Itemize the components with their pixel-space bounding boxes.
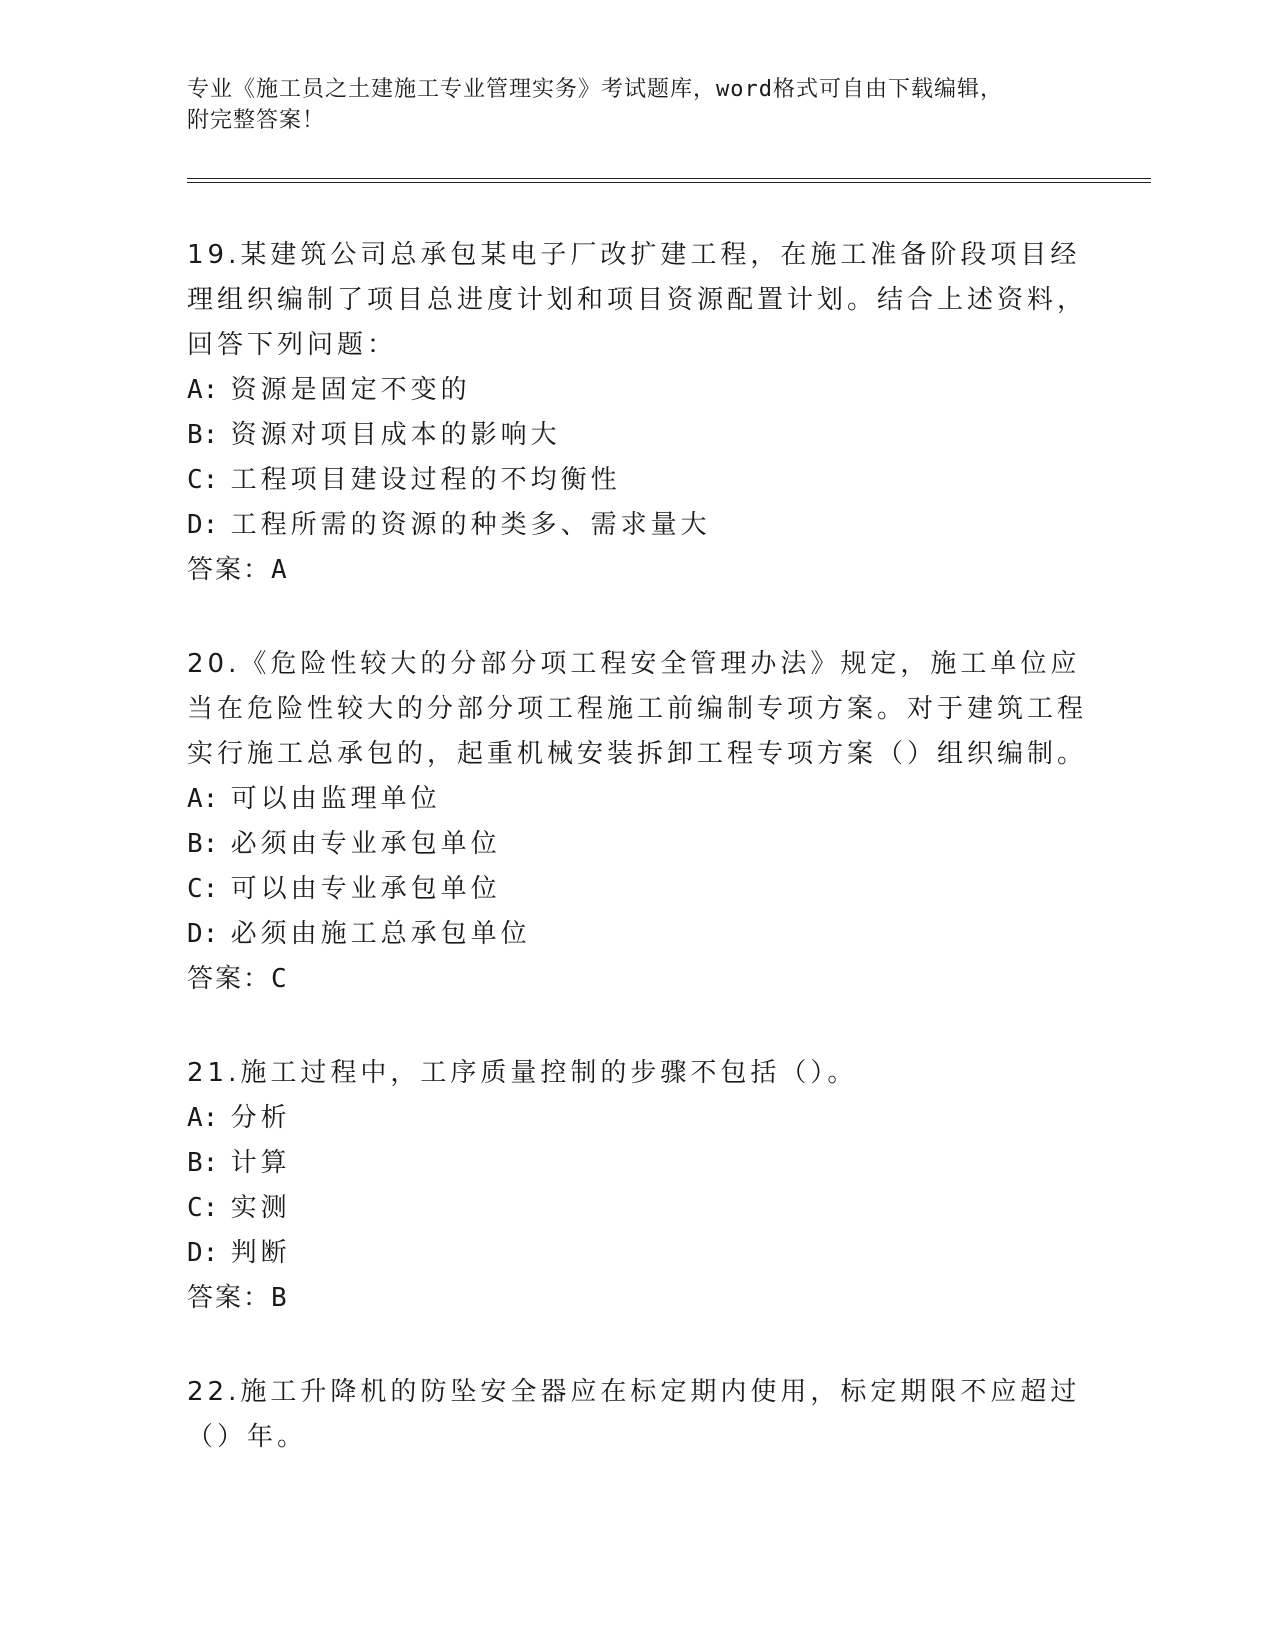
option-d xyxy=(187,503,1087,548)
question-20 xyxy=(187,642,1087,1002)
answer-value: A xyxy=(271,555,289,585)
question-22 xyxy=(187,1370,1087,1460)
option-letter: B: xyxy=(187,1148,219,1178)
option-text: 必须由专业承包单位 xyxy=(230,829,501,859)
option-text: 资源是固定不变的 xyxy=(230,375,471,405)
option-a xyxy=(187,777,1087,822)
option-c xyxy=(187,458,1087,503)
option-c xyxy=(187,1186,1087,1231)
option-d xyxy=(187,1231,1087,1276)
option-b xyxy=(187,1141,1087,1186)
answer-line xyxy=(187,1276,1087,1321)
answer-label: 答案： xyxy=(187,964,272,994)
option-text: 实测 xyxy=(230,1193,291,1223)
header-divider-bottom xyxy=(187,182,1151,183)
option-letter: C: xyxy=(187,874,219,904)
question-stem: 21.施工过程中，工序质量控制的步骤不包括（）。 xyxy=(187,1058,858,1088)
option-text: 可以由监理单位 xyxy=(230,784,441,814)
option-letter: D: xyxy=(187,510,219,540)
option-text: 必须由施工总承包单位 xyxy=(230,919,531,949)
option-letter: A: xyxy=(187,375,219,405)
option-text: 可以由专业承包单位 xyxy=(230,874,501,904)
option-d xyxy=(187,912,1087,957)
option-text: 资源对项目成本的影响大 xyxy=(230,420,561,450)
document-header xyxy=(187,74,1087,136)
option-c xyxy=(187,867,1087,912)
option-letter: D: xyxy=(187,919,219,949)
option-a xyxy=(187,368,1087,413)
question-stem: 20.《危险性较大的分部分项工程安全管理办法》规定，施工单位应当在危险性较大的分部分项工程施工前编制专项方案。对于建筑工程实行施工总承包的，起重机械安装拆卸工程专项方案（）组织编制。 xyxy=(187,649,1088,769)
option-text: 计算 xyxy=(230,1148,291,1178)
option-letter: C: xyxy=(187,465,219,495)
option-letter: C: xyxy=(187,1193,219,1223)
option-text: 分析 xyxy=(230,1103,291,1133)
option-letter: A: xyxy=(187,1103,219,1133)
answer-line xyxy=(187,548,1087,593)
option-letter: B: xyxy=(187,420,219,450)
option-a xyxy=(187,1096,1087,1141)
option-text: 工程项目建设过程的不均衡性 xyxy=(230,465,621,495)
option-letter: A: xyxy=(187,784,219,814)
option-b xyxy=(187,822,1087,867)
option-text: 工程所需的资源的种类多、需求量大 xyxy=(230,510,711,540)
header-line-2: 附完整答案！ xyxy=(187,108,326,133)
header-divider-top xyxy=(187,178,1151,179)
question-21 xyxy=(187,1051,1087,1321)
answer-value: B xyxy=(271,1283,289,1313)
answer-label: 答案： xyxy=(187,555,272,585)
option-b xyxy=(187,413,1087,458)
option-letter: D: xyxy=(187,1238,219,1268)
answer-line xyxy=(187,957,1087,1002)
answer-value: C xyxy=(271,964,289,994)
header-line-1: 专业《施工员之土建施工专业管理实务》考试题库，word格式可自由下载编辑， xyxy=(187,77,1003,102)
option-text: 判断 xyxy=(230,1238,291,1268)
question-19 xyxy=(187,233,1087,593)
answer-label: 答案： xyxy=(187,1283,272,1313)
option-letter: B: xyxy=(187,829,219,859)
question-stem: 19.某建筑公司总承包某电子厂改扩建工程，在施工准备阶段项目经理组织编制了项目总进度计划和项目资源配置计划。结合上述资料，回答下列问题： xyxy=(187,240,1088,360)
question-stem: 22.施工升降机的防坠安全器应在标定期内使用，标定期限不应超过（）年。 xyxy=(187,1377,1081,1452)
